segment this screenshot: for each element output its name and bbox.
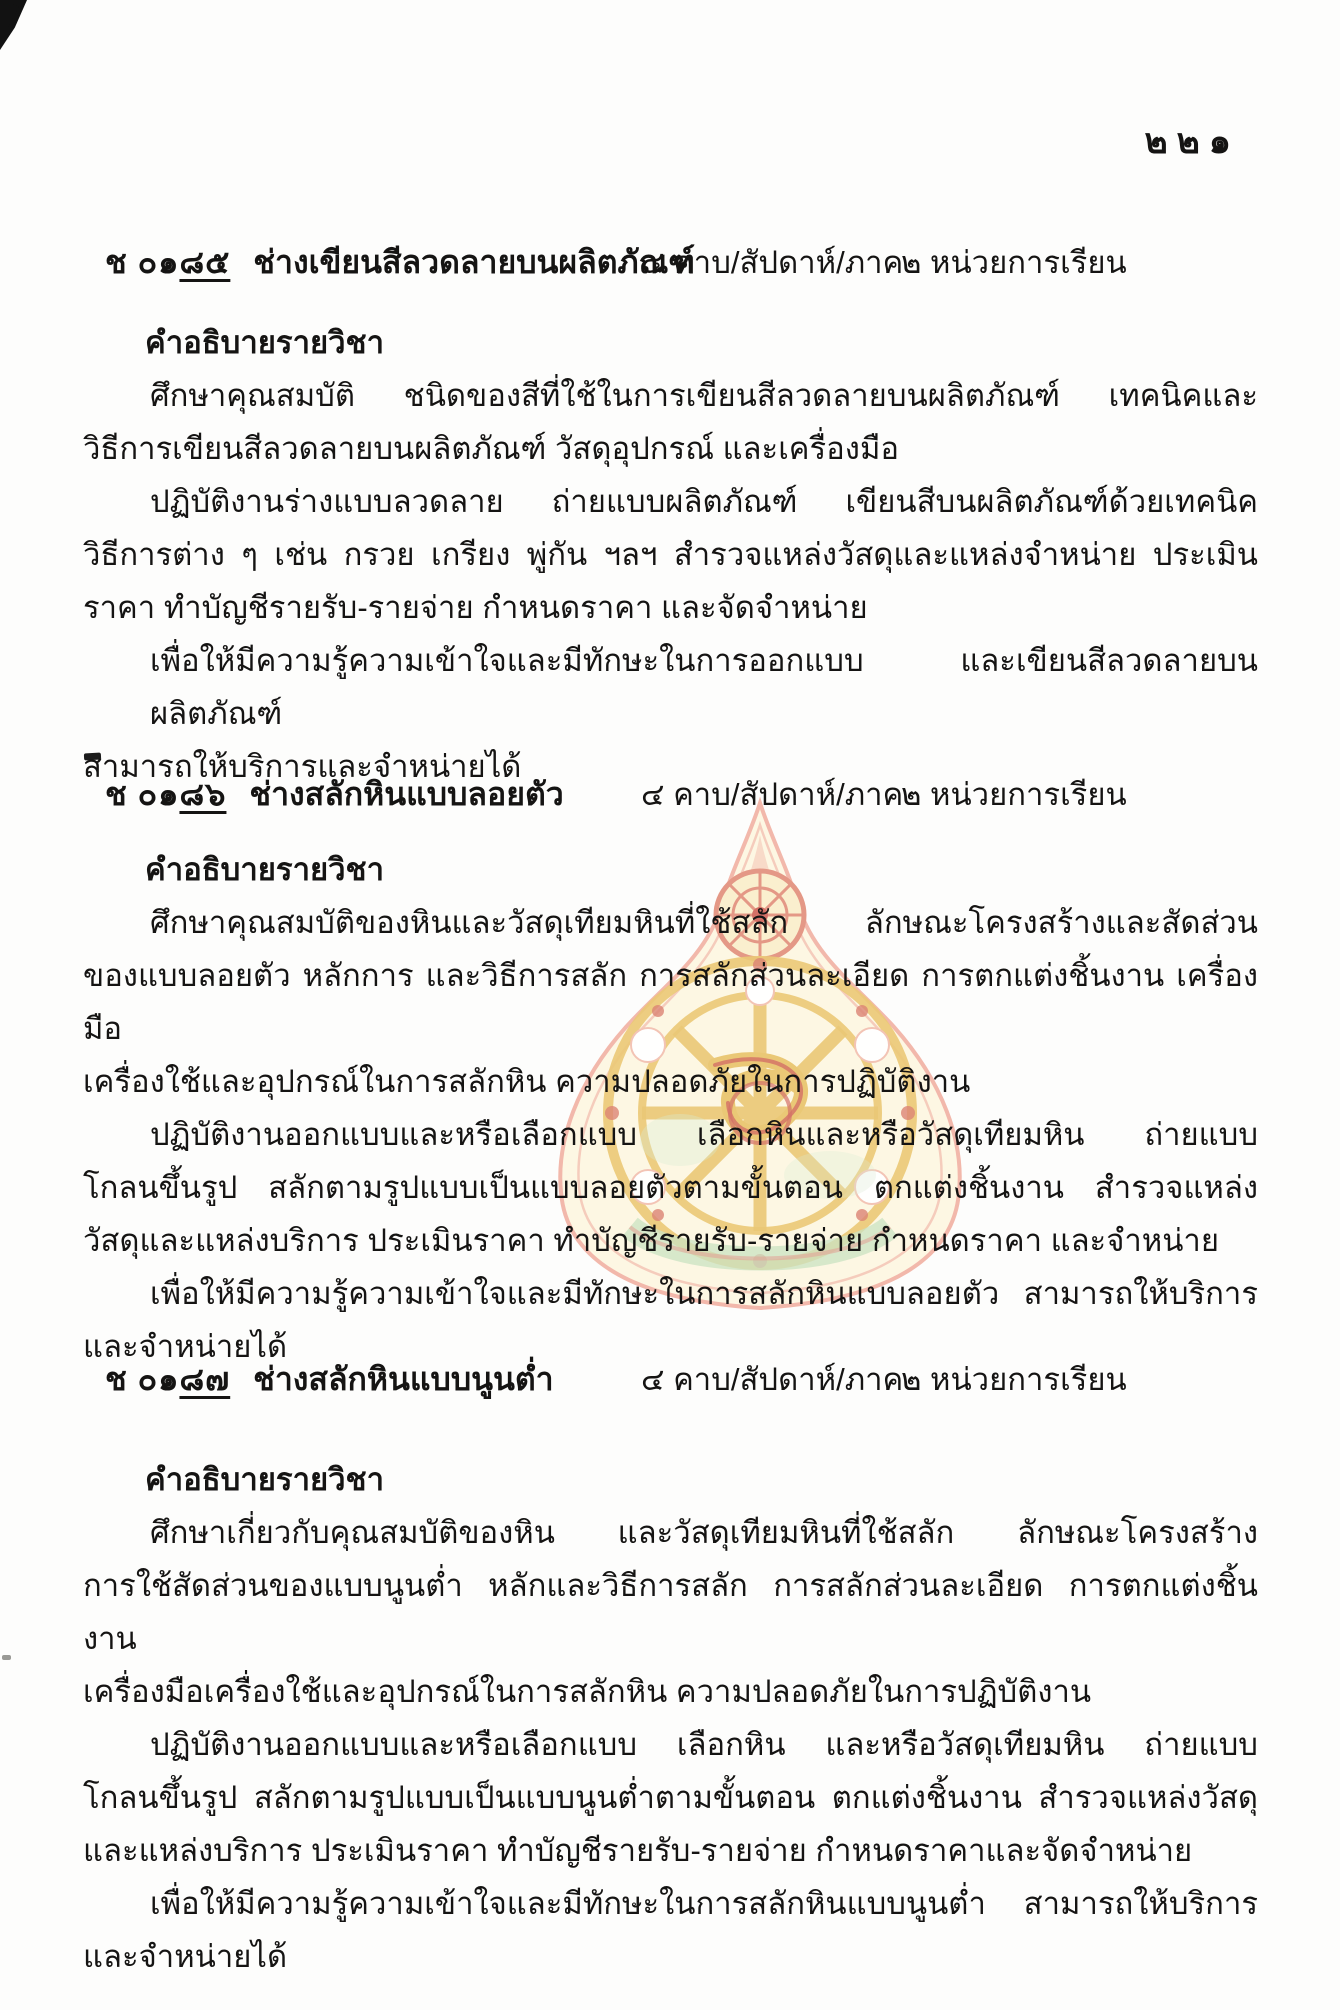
paragraph-line: ราคา ทำบัญชีรายรับ-รายจ่าย กำหนดราคา และจัดจำหน่าย	[83, 590, 868, 625]
course-code	[105, 776, 226, 812]
paragraph-line: วิธีการต่าง ๆ เช่น กรวย เกรียง พู่กัน ฯลฯ สำรวจแหล่งวัสดุและแหล่งจำหน่าย ประเมิน	[83, 537, 1258, 572]
course-hours: ๔ คาบ/สัปดาห์/ภาค	[641, 777, 904, 812]
paragraph-line: ปฏิบัติงานออกแบบและหรือเลือกแบบ เลือกหินและหรือวัสดุเทียมหิน ถ่ายแบบ	[150, 1117, 1258, 1152]
course-code-prefix: ช ๐๑	[105, 1361, 180, 1397]
paragraph-line: เครื่องมือเครื่องใช้และอุปกรณ์ในการสลักหิน ความปลอดภัยในการปฏิบัติงาน	[83, 1674, 1092, 1709]
paragraph-line: ศึกษาคุณสมบัติ ชนิดของสีที่ใช้ในการเขียนสีลวดลายบนผลิตภัณฑ์ เทคนิคและ	[150, 378, 1258, 413]
course-code-prefix: ช ๐๑	[105, 776, 180, 812]
course-title: ช่างเขียนสีลวดลายบนผลิตภัณฑ์	[253, 244, 695, 280]
course-code	[105, 1361, 230, 1397]
course-code-underlined: ๘๗	[179, 1361, 231, 1397]
course-code-prefix: ช ๐๑	[105, 244, 180, 280]
paragraph-line: และจำหน่ายได้	[83, 1939, 288, 1974]
paragraph-line: ปฏิบัติงานร่างแบบลวดลาย ถ่ายแบบผลิตภัณฑ์ เขียนสีบนผลิตภัณฑ์ด้วยเทคนิค	[150, 484, 1258, 519]
course-code-underlined: ๘๖	[179, 776, 227, 812]
paragraph-line: โกลนขึ้นรูป สลักตามรูปแบบเป็นแบบลอยตัวตามขั้นตอน ตกแต่งชิ้นงาน สำรวจแหล่ง	[83, 1170, 1258, 1205]
course-section	[83, 768, 1258, 1373]
course-section	[83, 236, 1258, 793]
description-heading: คำอธิบายรายวิชา	[145, 325, 385, 360]
course-code-underlined: ๘๕	[179, 244, 231, 280]
paragraph-line: และจำหน่ายได้	[83, 1329, 288, 1364]
course-title: ช่างสลักหินแบบลอยตัว	[249, 776, 564, 812]
paragraph-line: เพื่อให้มีความรู้ความเข้าใจและมีทักษะในการสลักหินแบบลอยตัว สามารถให้บริการ	[150, 1276, 1258, 1311]
paragraph-line: วัสดุและแหล่งบริการ ประเมินราคา ทำบัญชีรายรับ-รายจ่าย กำหนดราคา และจำหน่าย	[83, 1223, 1219, 1258]
paragraph-line: วิธีการเขียนสีลวดลายบนผลิตภัณฑ์ วัสดุอุปกรณ์ และเครื่องมือ	[83, 431, 899, 466]
page-number: ๒๒๑	[1144, 122, 1240, 161]
course-header	[83, 768, 1258, 821]
paragraph-line: โกลนขึ้นรูป สลักตามรูปแบบเป็นแบบนูนต่ำตามขั้นตอน ตกแต่งชิ้นงาน สำรวจแหล่งวัสดุ	[83, 1780, 1258, 1815]
paragraph-line: ของแบบลอยตัว หลักการ และวิธีการสลัก การสลักส่วนละเอียด การตกแต่งชิ้นงาน เครื่องมือ	[83, 958, 1258, 1046]
course-hours: ๔ คาบ/สัปดาห์/ภาค	[641, 245, 904, 280]
course-title: ช่างสลักหินแบบนูนต่ำ	[253, 1361, 554, 1397]
description-heading: คำอธิบายรายวิชา	[145, 1462, 385, 1497]
course-header	[83, 1353, 1258, 1406]
course-units: ๒ หน่วยการเรียน	[901, 1362, 1127, 1397]
paragraph-line: ปฏิบัติงานออกแบบและหรือเลือกแบบ เลือกหิน และหรือวัสดุเทียมหิน ถ่ายแบบ	[150, 1727, 1258, 1762]
paragraph-line: และแหล่งบริการ ประเมินราคา ทำบัญชีรายรับ-รายจ่าย กำหนดราคาและจัดจำหน่าย	[83, 1833, 1193, 1868]
paragraph-line: สามารถให้บริการและจำหน่ายได้	[83, 749, 522, 784]
paragraph-line: เครื่องใช้และอุปกรณ์ในการสลักหิน ความปลอดภัยในการปฏิบัติงาน	[83, 1064, 971, 1099]
paragraph-line: ศึกษาคุณสมบัติของหินและวัสดุเทียมหินที่ใช้สลัก ลักษณะโครงสร้างและสัดส่วน	[150, 905, 1258, 940]
paragraph-line: ศึกษาเกี่ยวกับคุณสมบัติของหิน และวัสดุเทียมหินที่ใช้สลัก ลักษณะโครงสร้าง	[150, 1515, 1258, 1550]
course-code	[105, 244, 230, 280]
course-units: ๒ หน่วยการเรียน	[901, 777, 1127, 812]
course-header	[83, 236, 1258, 289]
description-heading: คำอธิบายรายวิชา	[145, 852, 385, 887]
course-hours: ๔ คาบ/สัปดาห์/ภาค	[641, 1362, 904, 1397]
paragraph-line: เพื่อให้มีความรู้ความเข้าใจและมีทักษะในการสลักหินแบบนูนต่ำ สามารถให้บริการ	[150, 1886, 1258, 1921]
paragraph-line: การใช้สัดส่วนของแบบนูนต่ำ หลักและวิธีการสลัก การสลักส่วนละเอียด การตกแต่งชิ้นงาน	[83, 1568, 1258, 1656]
course-section	[83, 1353, 1258, 1983]
scan-artifact-mark	[2, 1655, 11, 1660]
course-units: ๒ หน่วยการเรียน	[901, 245, 1127, 280]
paragraph-line: เพื่อให้มีความรู้ความเข้าใจและมีทักษะในการออกแบบ และเขียนสีลวดลายบนผลิตภัณฑ์	[150, 643, 1258, 731]
